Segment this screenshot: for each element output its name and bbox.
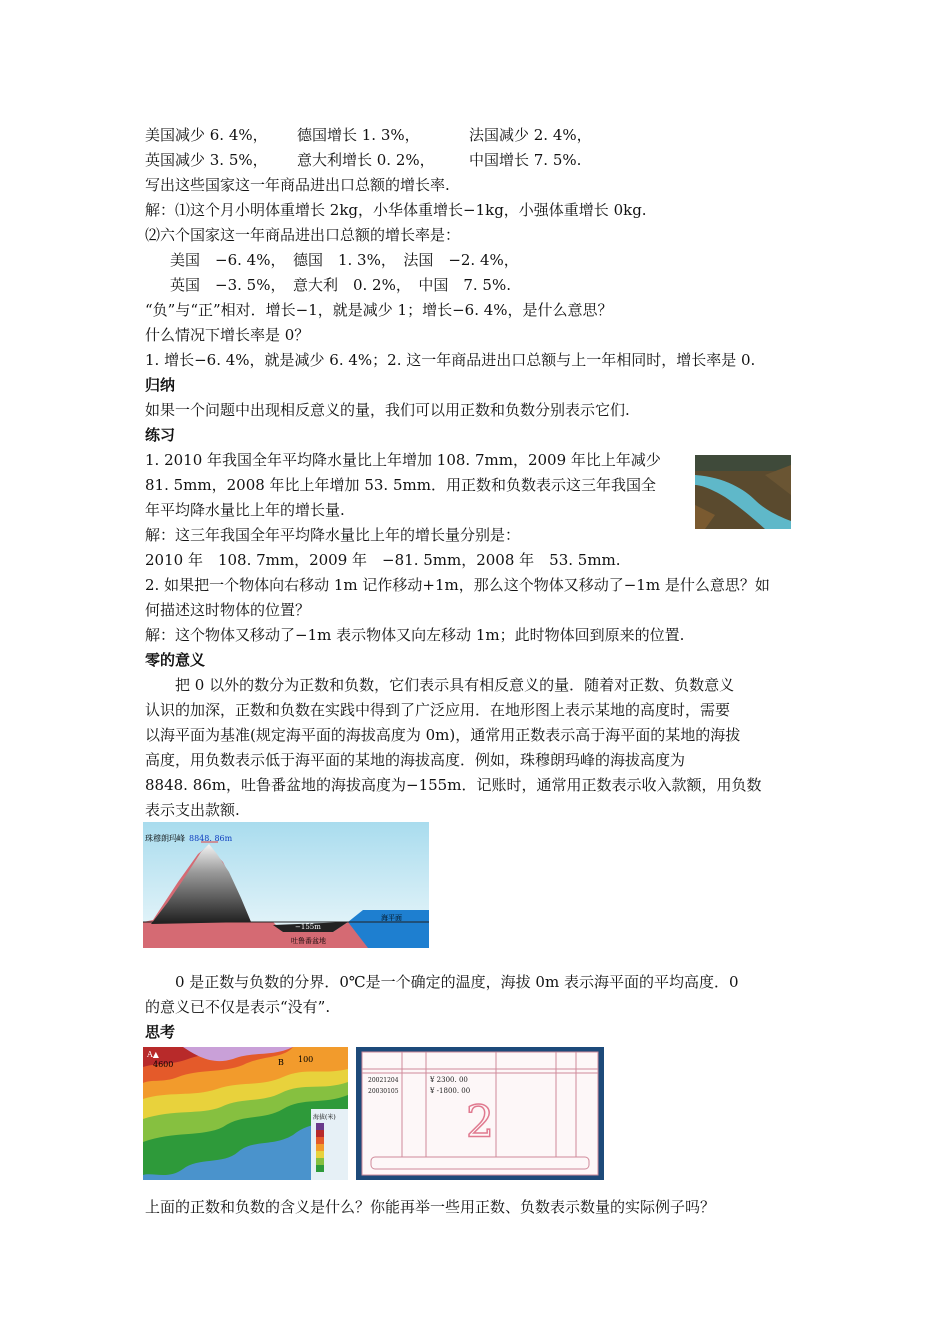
- answer-1: 解：⑴这个月小明体重增长 2kg，小华体重增长−1kg，小强体重增长 0kg.: [145, 201, 647, 219]
- peak-value: 8848. 86m: [189, 834, 233, 843]
- zero-para-4: 高度，用负数表示低于海平面的某地的海拔高度．例如，珠穆朗玛峰的海拔高度为: [145, 751, 686, 769]
- answer-2: ⑵六个国家这一年商品进出口总额的增长率是：: [145, 226, 461, 244]
- sea-label: 海平面: [381, 914, 402, 922]
- question-negative: “负”与“正”相对．增长−1，就是减少 1；增长−6. 4%，是什么意思？: [145, 301, 613, 319]
- rate-us: 美国减少 6. 4%，: [145, 126, 268, 144]
- zero-para-6: 表示支出款额.: [145, 801, 240, 819]
- zero-para-5: 8848. 86m，吐鲁番盆地的海拔高度为−155m．记账时，通常用正数表示收入款额，用负数: [145, 776, 762, 794]
- ledger-illustration: [356, 1047, 604, 1180]
- heading-think: 思考: [145, 1023, 176, 1041]
- practice-1-line-1: 1. 2010 年我国全年平均降水量比上年增加 108. 7mm，2009 年比上年减少: [145, 451, 661, 469]
- zero-para-3: 以海平面为基准(规定海平面的海拔高度为 0m)，通常用正数表示高于海平面的某地的海拔: [145, 726, 741, 744]
- basin-value: −155m: [295, 923, 321, 931]
- ledger-date-1: 20021204: [368, 1077, 399, 1084]
- legend-title: 海拔(米): [313, 1114, 336, 1121]
- rate-cn: 中国增长 7. 5%.: [469, 151, 582, 169]
- point-a-label: A▲: [147, 1050, 159, 1059]
- point-b-label: B: [278, 1058, 284, 1067]
- zero-boundary-2: 的意义已不仅是表示“没有”.: [145, 998, 331, 1016]
- river-illustration: [695, 455, 791, 529]
- ledger-date-2: 20030105: [368, 1088, 399, 1095]
- heading-practice: 练习: [145, 426, 176, 444]
- practice-1-line-3: 年平均降水量比上年的增长量.: [145, 501, 345, 519]
- practice-1-answer: 解：这三年我国全年平均降水量比上年的增长量分别是：: [145, 526, 521, 544]
- ledger-amount-2: ¥ -1800. 00: [430, 1087, 471, 1095]
- practice-2-line-1: 2. 如果把一个物体向右移动 1m 记作移动+1m，那么这个物体又移动了−1m 是什么意思？如: [145, 576, 770, 594]
- zero-para-2: 认识的加深，正数和负数在实践中得到了广泛应用．在地形图上表示某地的高度时，需要: [145, 701, 731, 719]
- elevation-illustration: [143, 822, 429, 948]
- rate-uk: 英国减少 3. 5%，: [145, 151, 268, 169]
- summary-text: 如果一个问题中出现相反意义的量，我们可以用正数和负数分别表示它们.: [145, 401, 630, 419]
- point-b-value: 100: [298, 1055, 314, 1064]
- rate-it: 意大利增长 0. 2%，: [297, 151, 435, 169]
- final-question: 上面的正数和负数的含义是什么？你能再举一些用正数、负数表示数量的实际例子吗？: [145, 1198, 716, 1216]
- point-a-value: 4600: [153, 1060, 174, 1069]
- topo-map-illustration: [143, 1047, 348, 1180]
- rates-row-2: [145, 148, 745, 173]
- rate-fr: 法国减少 2. 4%，: [469, 126, 592, 144]
- river-photo: [695, 455, 791, 529]
- heading-zero: 零的意义: [145, 651, 206, 669]
- practice-2-answer: 解：这个物体又移动了−1m 表示物体又向左移动 1m；此时物体回到原来的位置.: [145, 626, 685, 644]
- rate-de: 德国增长 1. 3%，: [297, 126, 420, 144]
- elevation-figure: [143, 822, 429, 948]
- heading-summary: 归纳: [145, 376, 176, 394]
- question-zero: 什么情况下增长率是 0？: [145, 326, 310, 344]
- question-write: 写出这些国家这一年商品进出口总额的增长率.: [145, 176, 450, 194]
- rate-table-row-2: 英国 −3. 5%， 意大利 0. 2%， 中国 7. 5%.: [170, 276, 511, 294]
- practice-1-values: 2010 年 108. 7mm，2009 年 −81. 5mm，2008 年 53. 5mm.: [145, 551, 621, 569]
- zero-boundary-1: 0 是正数与负数的分界．0℃是一个确定的温度，海拔 0m 表示海平面的平均高度．0: [145, 973, 739, 991]
- peak-label: 珠穆朗玛峰: [145, 834, 185, 843]
- answer-zero: 1. 增长−6. 4%，就是减少 6. 4%；2. 这一年商品进出口总额与上一年相同时，增长率是 0.: [145, 351, 756, 369]
- ledger-amount-1: ¥ 2300. 00: [430, 1076, 468, 1084]
- topo-map: [143, 1047, 348, 1180]
- practice-1-line-2: 81. 5mm，2008 年比上年增加 53. 5mm．用正数和负数表示这三年我国全: [145, 476, 656, 494]
- ledger-figure: [356, 1047, 604, 1180]
- practice-2-line-2: 何描述这时物体的位置？: [145, 601, 311, 619]
- basin-label: 吐鲁番盆地: [291, 937, 326, 945]
- ledger-stamp: 2: [466, 1097, 494, 1148]
- rate-table-row-1: 美国 −6. 4%， 德国 1. 3%， 法国 −2. 4%，: [170, 251, 519, 269]
- rates-row-1: [145, 123, 745, 148]
- zero-para-1: 把 0 以外的数分为正数和负数，它们表示具有相反意义的量．随着对正数、负数意义: [145, 676, 735, 694]
